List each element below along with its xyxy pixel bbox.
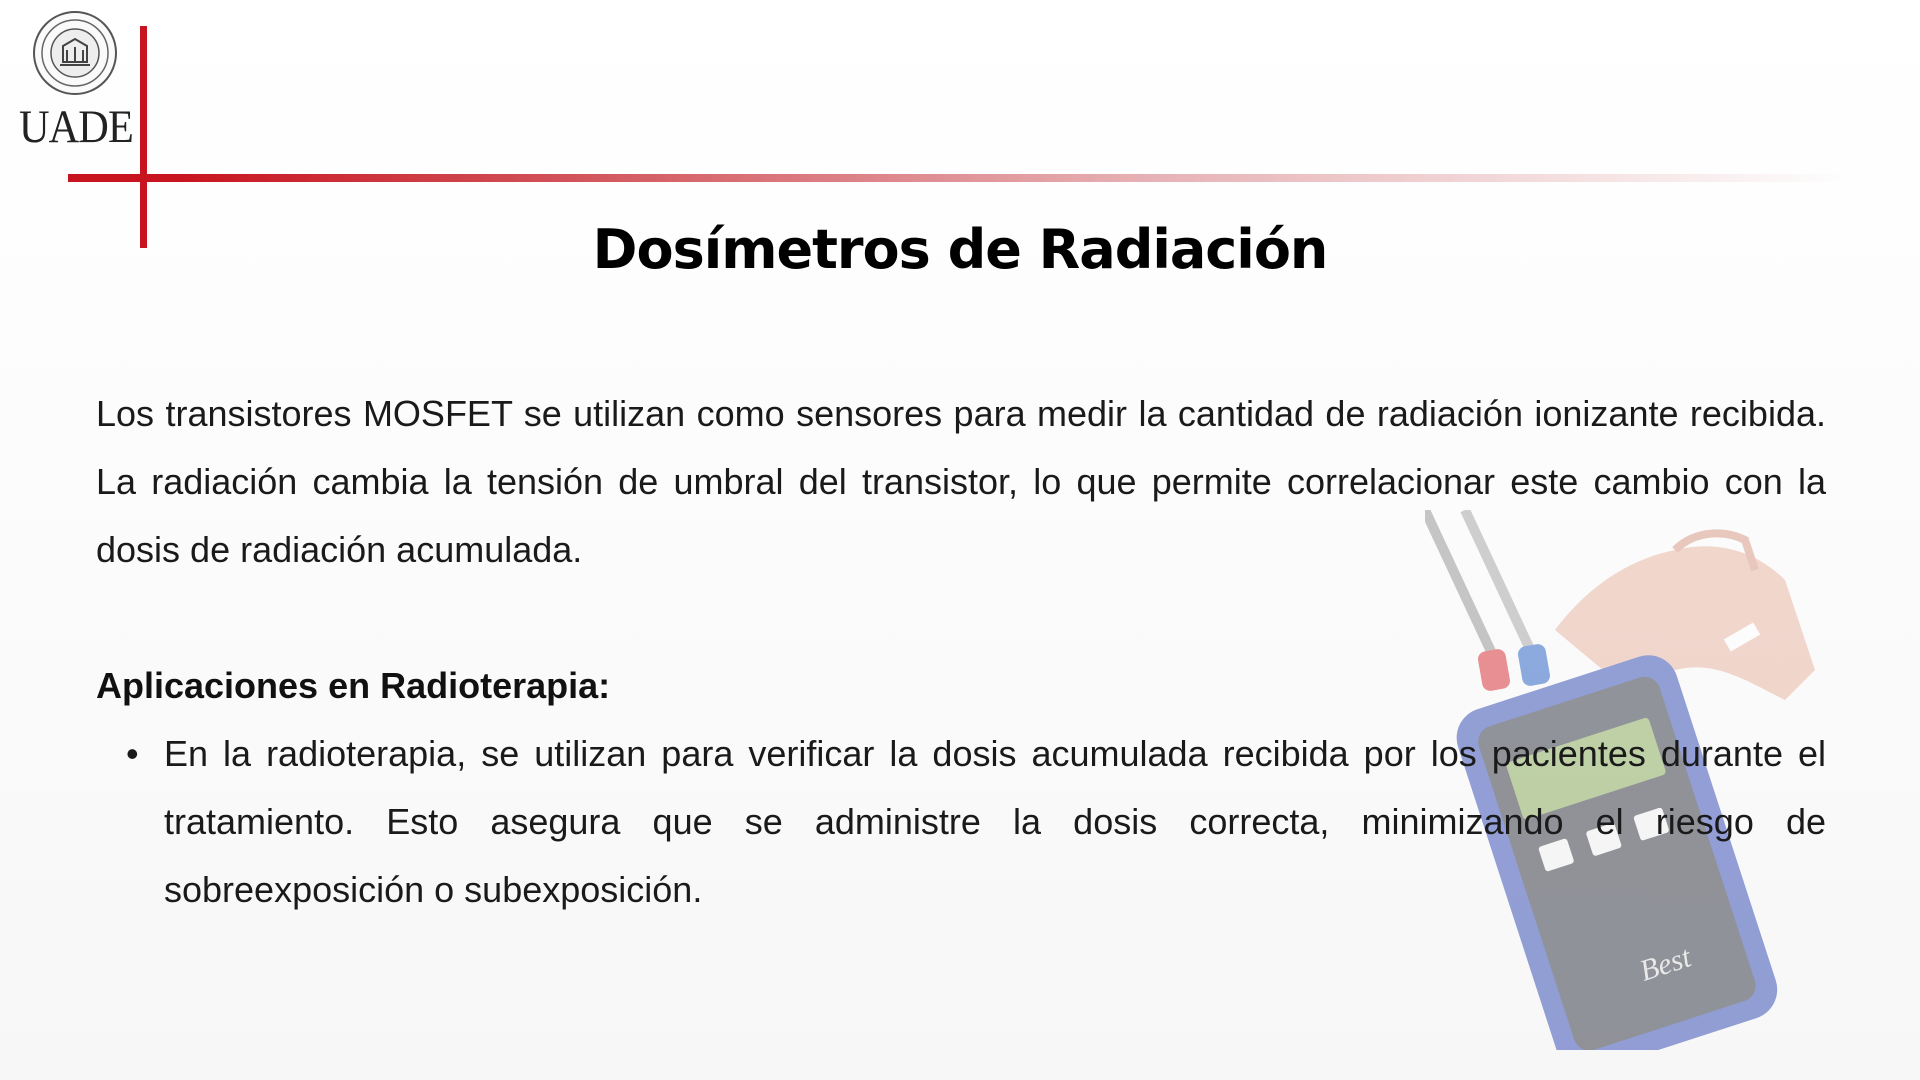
slide-content	[96, 380, 1826, 924]
uade-logo	[14, 8, 144, 153]
accent-horizontal-line	[68, 174, 1848, 182]
accent-vertical-line	[140, 26, 147, 248]
svg-text:Best: Best	[1635, 940, 1695, 988]
list-item-text: En la radioterapia, se utilizan para verificar la dosis acumulada recibida por los pacientes durante el tratamiento. Esto asegura que se administre la dosis correcta, minimizando el riesgo de sobreexposición o subexposición.	[164, 733, 1826, 910]
bullet-dot: •	[126, 733, 139, 774]
list-item	[126, 720, 1826, 924]
applications-heading: Aplicaciones en Radioterapia:	[96, 665, 611, 706]
intro-paragraph: Los transistores MOSFET se utilizan como sensores para medir la cantidad de radiación ionizante recibida. La radiación cambia la tensión de umbral del transistor, lo que permite correlacionar este cambio con la dosis de radiación acumulada.	[96, 393, 1826, 570]
logo-text: UADE	[19, 101, 133, 153]
university-seal-icon	[32, 10, 118, 96]
applications-list	[96, 720, 1826, 924]
slide-title: Dosímetros de Radiación	[592, 218, 1328, 281]
